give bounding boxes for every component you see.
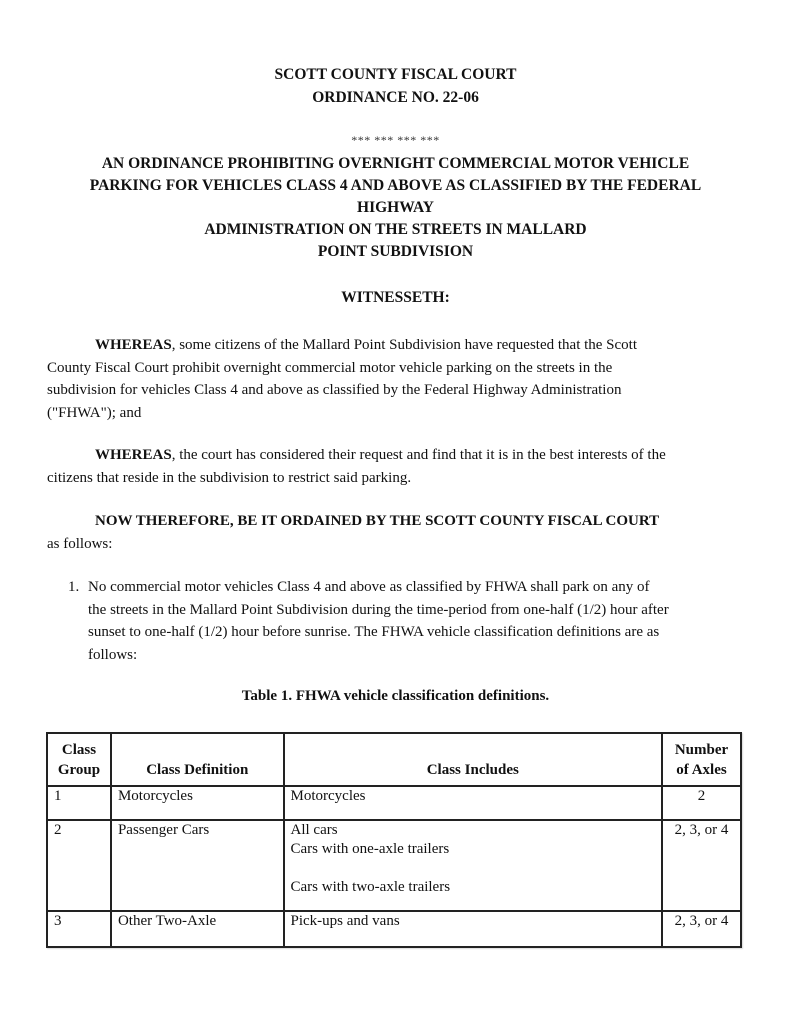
vehicle-classification-table (46, 732, 742, 948)
table-row (47, 911, 741, 947)
ordinance-number: ORDINANCE NO. 22-06 (312, 89, 479, 106)
cell-includes: Pick-ups and vans (284, 911, 663, 947)
cell-group: 2 (47, 820, 111, 911)
whereas-text: , some citizens of the Mallard Point Subdivision have requested that the Scott (171, 337, 638, 353)
header-class-definition: Class Definition (111, 733, 284, 786)
whereas-text: , the court has considered their request and find that it is in the best interests of the (171, 447, 666, 463)
cell-definition: Motorcycles (111, 786, 284, 820)
whereas-text: citizens that reside in the subdivision to restrict said parking. (47, 469, 412, 486)
cell-group: 1 (47, 786, 111, 820)
cell-definition: Other Two-Axle (111, 911, 284, 947)
whereas-paragraph-2 (47, 444, 747, 489)
cell-axles: 2, 3, or 4 (662, 911, 741, 947)
table-row (47, 786, 741, 820)
title-line-2: PARKING FOR VEHICLES CLASS 4 AND ABOVE AS CLASSIFIED BY THE FEDERAL (89, 177, 702, 194)
table-row (47, 820, 741, 911)
cell-includes: All cars Cars with one-axle trailers Cars with two-axle trailers (284, 820, 663, 911)
whereas-lead: WHEREAS (95, 447, 172, 463)
list-item-text: the streets in the Mallard Point Subdivision during the time-period from one-half (1/2) hour after (88, 601, 669, 618)
whereas-paragraph-1 (47, 334, 747, 424)
title-line-4: ADMINISTRATION ON THE STREETS IN MALLARD (204, 221, 587, 238)
cell-definition: Passenger Cars (111, 820, 284, 911)
title-line-5: POINT SUBDIVISION (317, 243, 474, 260)
whereas-text: subdivision for vehicles Class 4 and above as classified by the Federal Highway Administration (47, 382, 622, 398)
whereas-lead: WHEREAS (95, 337, 172, 353)
header-class-includes: Class Includes (284, 733, 663, 786)
table-header-row (47, 733, 741, 786)
cell-axles: 2, 3, or 4 (662, 820, 741, 911)
title-line-1: AN ORDINANCE PROHIBITING OVERNIGHT COMMERCIAL MOTOR VEHICLE (101, 155, 690, 172)
list-item-number: 1. (68, 579, 80, 595)
cell-axles: 2 (662, 786, 741, 820)
whereas-text: County Fiscal Court prohibit overnight commercial motor vehicle parking on the streets in the (47, 359, 613, 376)
separator-stars: *** *** *** *** (351, 133, 440, 147)
header-number-of-axles: Number of Axles (662, 733, 741, 786)
cell-includes: Motorcycles (284, 786, 663, 820)
whereas-text: ("FHWA"); and (47, 404, 142, 421)
ordained-tail: as follows: (47, 535, 113, 552)
list-item-text: follows: (88, 646, 138, 663)
header-class-group: Class Group (47, 733, 111, 786)
witnesseth-heading: WITNESSETH: (341, 289, 450, 306)
court-name: SCOTT COUNTY FISCAL COURT (274, 66, 517, 83)
title-line-3: HIGHWAY (357, 199, 434, 216)
ordained-paragraph (47, 510, 747, 555)
table-caption: Table 1. FHWA vehicle classification definitions. (241, 688, 550, 704)
list-item-text: sunset to one-half (1/2) hour before sunrise. The FHWA vehicle classification definitions are as (88, 624, 660, 640)
ordained-lead: NOW THEREFORE, BE IT ORDAINED BY THE SCOTT COUNTY FISCAL COURT (95, 513, 660, 529)
list-item-text: No commercial motor vehicles Class 4 and above as classified by FHWA shall park on any of (88, 579, 650, 595)
cell-group: 3 (47, 911, 111, 947)
list-item-body (88, 576, 758, 666)
